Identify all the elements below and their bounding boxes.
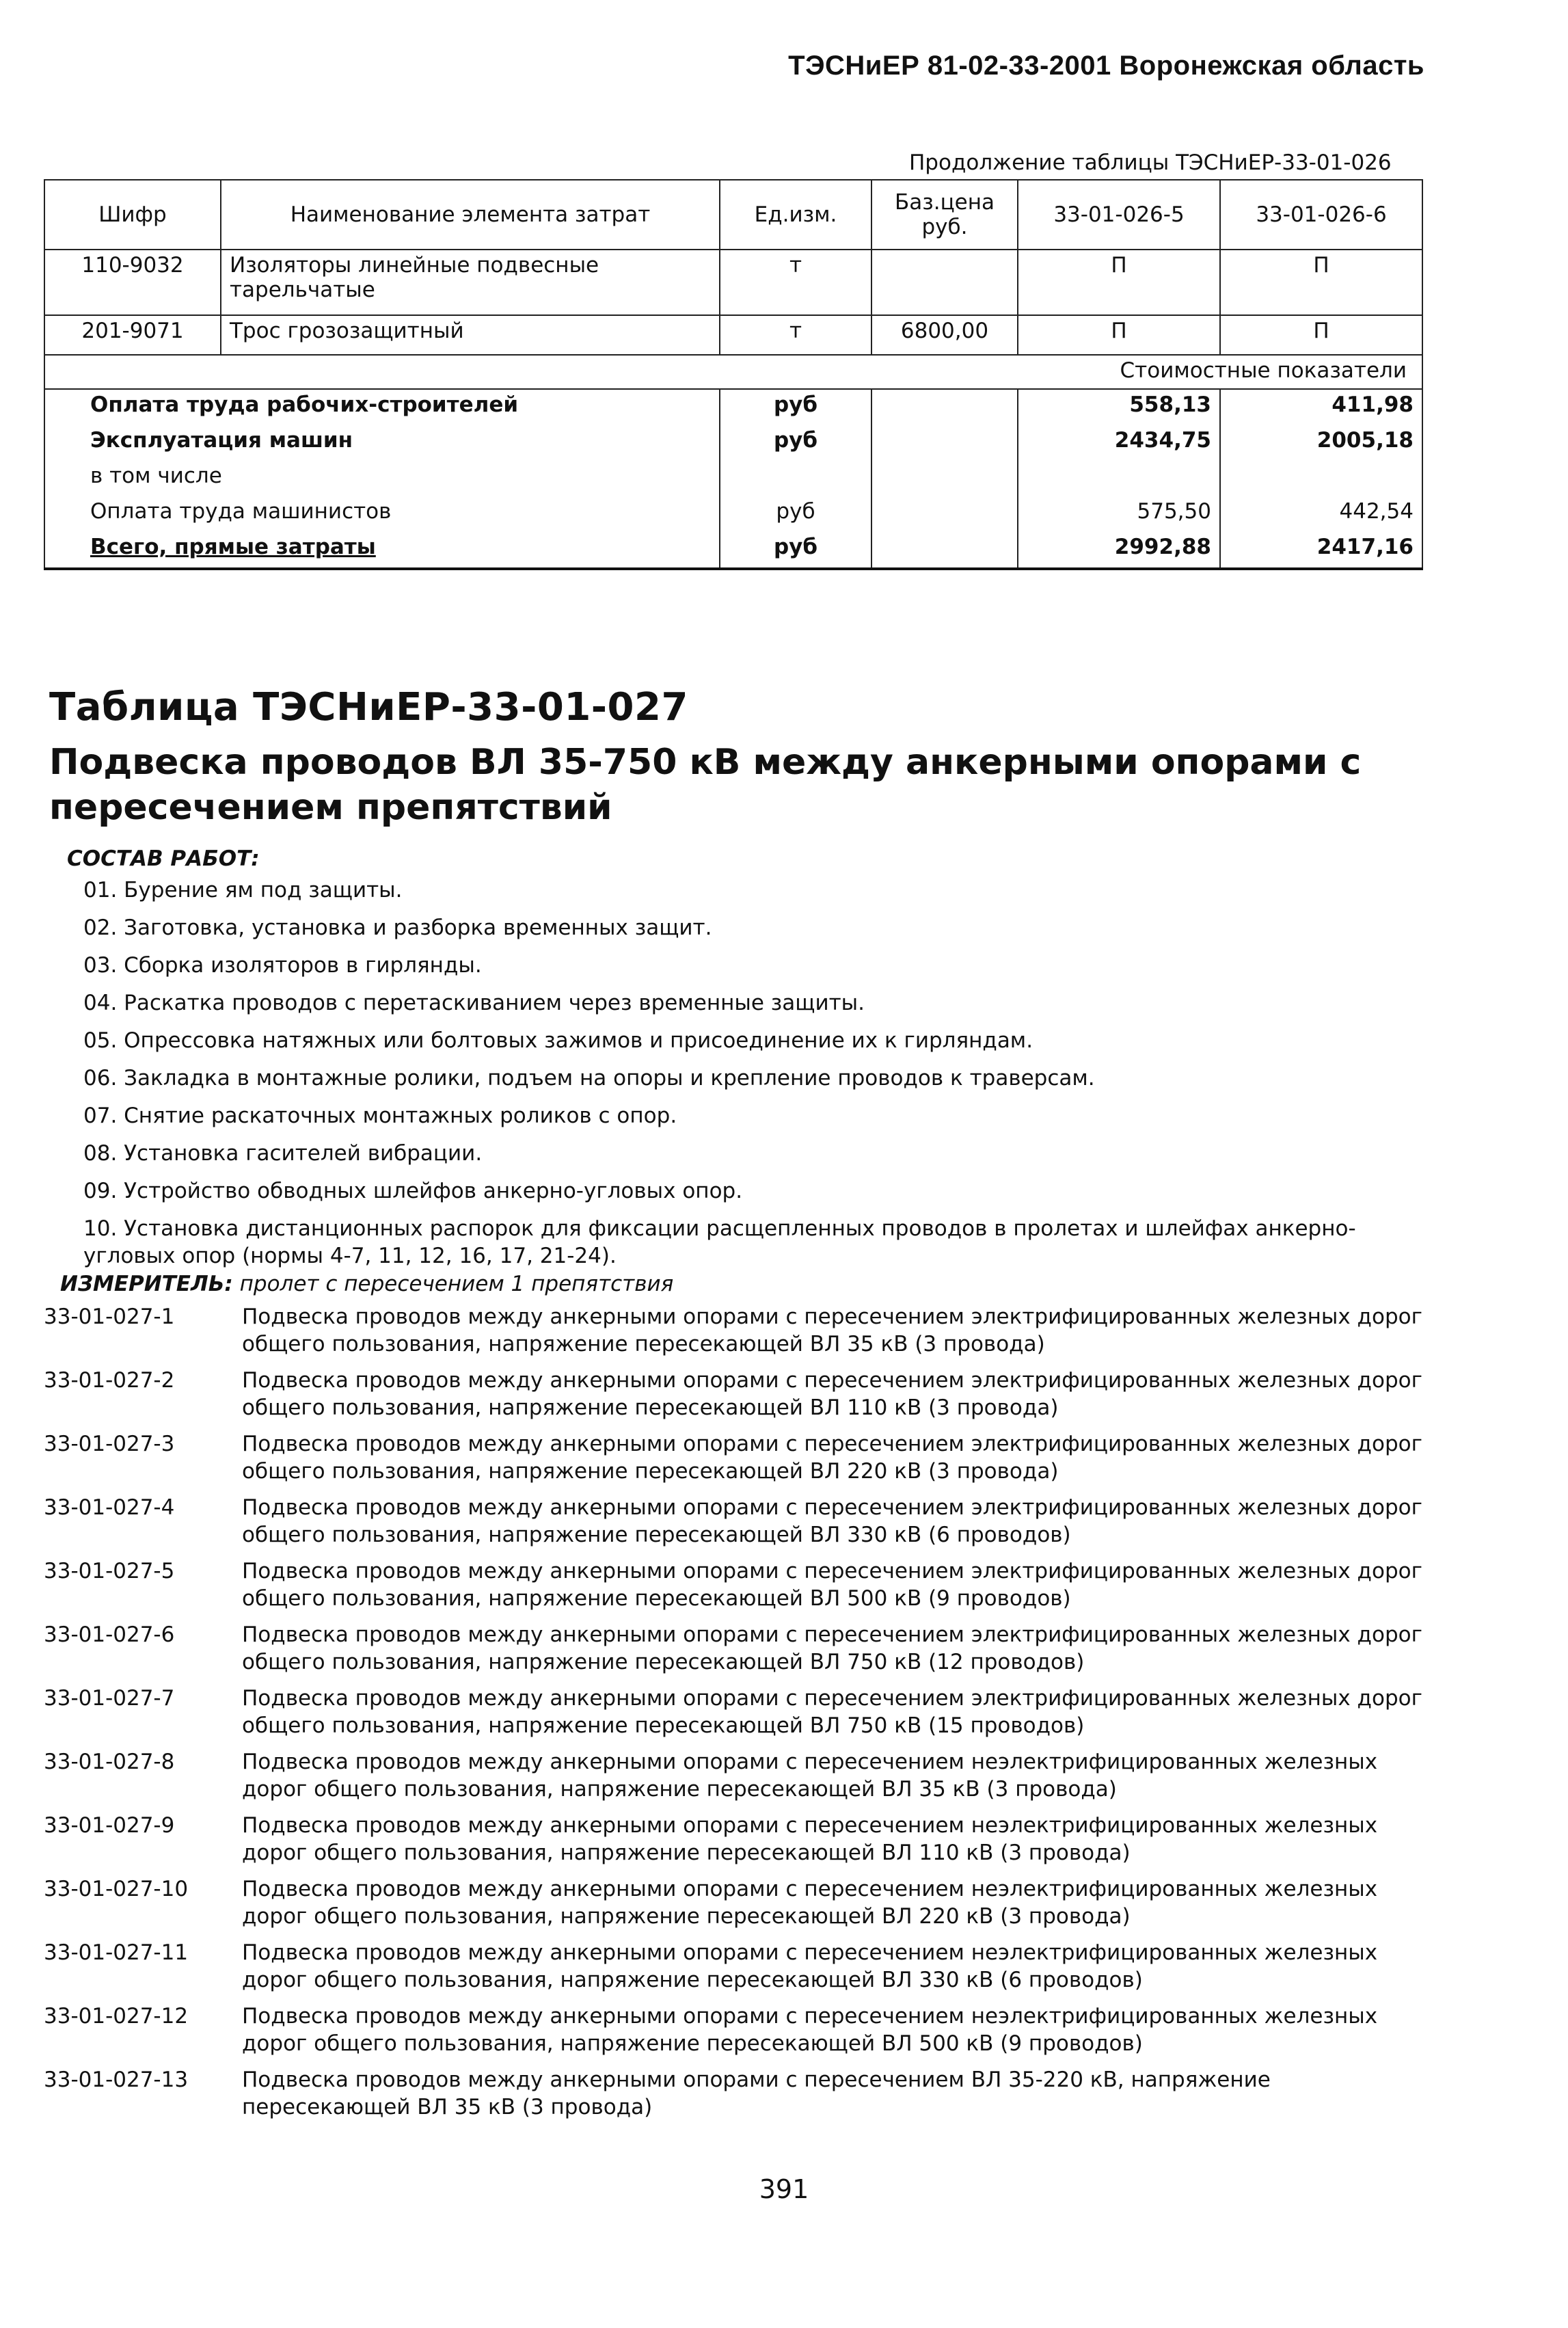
col-header: Наименование элемента затрат xyxy=(221,180,720,250)
work-item: 04. Раскатка проводов с перетаскиванием через временные защиты. xyxy=(83,991,865,1015)
cell-unit: т xyxy=(720,315,871,355)
summary-empty xyxy=(871,389,1018,425)
norm-code: 33-01-027-6 xyxy=(44,1622,175,1647)
cell-code: 110-9032 xyxy=(44,250,221,315)
norm-text: Подвеска проводов между анкерными опорами с пересечением электрифицированных железных дорог общего пользования, напряжение пересекающей ВЛ 35 кВ (3 провода) xyxy=(242,1305,1422,1356)
norm-text: Подвеска проводов между анкерными опорами с пересечением неэлектрифицированных железных дорог общего пользования, напряжение пересекающей ВЛ 330 кВ (6 проводов) xyxy=(242,1940,1378,1992)
measure-line xyxy=(60,1272,673,1296)
summary-name: в том числе xyxy=(44,461,720,496)
cell-name: Трос грозозащитный xyxy=(221,315,720,355)
work-item: 10. Установка дистанционных распорок для фиксации расщепленных проводов в пролетах и шлейфах анкерно-угловых опор (нормы 4-7, 11, 12, 16, 17, 21-24). xyxy=(83,1216,1356,1268)
col-header: Ед.изм. xyxy=(720,180,871,250)
col-header: Баз.цена руб. xyxy=(871,180,1018,250)
summary-value: 2992,88 xyxy=(1018,532,1220,569)
norm-code: 33-01-027-3 xyxy=(44,1432,175,1456)
norm-text: Подвеска проводов между анкерными опорами с пересечением электрифицированных железных дорог общего пользования, напряжение пересекающей ВЛ 750 кВ (15 проводов) xyxy=(242,1686,1422,1738)
summary-value: 2434,75 xyxy=(1018,425,1220,461)
summary-value xyxy=(1018,461,1220,496)
summary-value: 575,50 xyxy=(1018,496,1220,532)
list-item xyxy=(44,1494,1424,1549)
cell-price xyxy=(871,250,1018,315)
list-item xyxy=(44,2066,1424,2121)
list-item xyxy=(44,2003,1424,2057)
summary-empty xyxy=(871,425,1018,461)
cell-code: 201-9071 xyxy=(44,315,221,355)
summary-name: Оплата труда рабочих-строителей xyxy=(44,389,720,425)
section-title: Таблица ТЭСНиЕР-33-01-027 xyxy=(49,685,688,730)
list-item xyxy=(44,1875,1424,1930)
col-header: 33-01-026-5 xyxy=(1018,180,1220,250)
norm-code: 33-01-027-10 xyxy=(44,1877,189,1901)
norm-text: Подвеска проводов между анкерными опорами с пересечением ВЛ 35-220 кВ, напряжение пересекающей ВЛ 35 кВ (3 провода) xyxy=(242,2068,1271,2119)
work-item: 06. Закладка в монтажные ролики, подъем на опоры и крепление проводов к траверсам. xyxy=(83,1066,1095,1091)
summary-unit xyxy=(720,461,871,496)
cost-label: Стоимостные показатели xyxy=(44,355,1422,389)
summary-empty xyxy=(871,496,1018,532)
list-item xyxy=(44,1621,1424,1676)
summary-name: Эксплуатация машин xyxy=(44,425,720,461)
summary-unit: руб xyxy=(720,532,871,569)
work-item: 08. Установка гасителей вибрации. xyxy=(83,1141,483,1166)
summary-value: 558,13 xyxy=(1018,389,1220,425)
norm-text: Подвеска проводов между анкерными опорами с пересечением неэлектрифицированных железных дорог общего пользования, напряжение пересекающей ВЛ 35 кВ (3 провода) xyxy=(242,1750,1378,1802)
summary-row xyxy=(44,461,1422,496)
work-item: 02. Заготовка, установка и разборка временных защит. xyxy=(83,915,712,940)
summary-row xyxy=(44,496,1422,532)
norm-code: 33-01-027-8 xyxy=(44,1750,175,1774)
summary-name: Всего, прямые затраты xyxy=(44,532,720,569)
table-row xyxy=(44,250,1422,315)
cost-label-row xyxy=(44,355,1422,389)
norm-text: Подвеска проводов между анкерными опорами с пересечением электрифицированных железных дорог общего пользования, напряжение пересекающей ВЛ 500 кВ (9 проводов) xyxy=(242,1559,1422,1611)
cell-value: П xyxy=(1018,250,1220,315)
norm-code: 33-01-027-11 xyxy=(44,1940,189,1965)
work-item: 05. Опрессовка натяжных или болтовых зажимов и присоединение их к гирляндам. xyxy=(83,1028,1033,1053)
list-item xyxy=(44,1557,1424,1612)
works-list xyxy=(83,877,1423,1274)
document-header: ТЭСНиЕР 81-02-33-2001 Воронежская область xyxy=(788,51,1424,81)
summary-unit: руб xyxy=(720,389,871,425)
norm-text: Подвеска проводов между анкерными опорами с пересечением неэлектрифицированных железных дорог общего пользования, напряжение пересекающей ВЛ 500 кВ (9 проводов) xyxy=(242,2004,1378,2056)
norm-text: Подвеска проводов между анкерными опорами с пересечением неэлектрифицированных железных дорог общего пользования, напряжение пересекающей ВЛ 110 кВ (3 провода) xyxy=(242,1813,1378,1865)
cell-price: 6800,00 xyxy=(871,315,1018,355)
summary-value: 2005,18 xyxy=(1220,425,1422,461)
measure-value: пролет с пересечением 1 препятствия xyxy=(239,1272,674,1296)
cell-value: П xyxy=(1018,315,1220,355)
norms-list xyxy=(44,1303,1424,2130)
cell-value: П xyxy=(1220,315,1422,355)
page-number: 391 xyxy=(759,2174,809,2204)
list-item xyxy=(44,1812,1424,1867)
table-continuation-note: Продолжение таблицы ТЭСНиЕР-33-01-026 xyxy=(909,150,1392,175)
norm-code: 33-01-027-1 xyxy=(44,1305,175,1329)
norm-code: 33-01-027-12 xyxy=(44,2004,189,2029)
table-row xyxy=(44,315,1422,355)
work-item: 07. Снятие раскаточных монтажных роликов с опор. xyxy=(83,1103,677,1128)
norm-text: Подвеска проводов между анкерными опорами с пересечением электрифицированных железных дорог общего пользования, напряжение пересекающей ВЛ 750 кВ (12 проводов) xyxy=(242,1622,1422,1674)
work-item: 03. Сборка изоляторов в гирлянды. xyxy=(83,953,482,978)
summary-name: Оплата труда машинистов xyxy=(44,496,720,532)
list-item xyxy=(44,1685,1424,1739)
work-item: 09. Устройство обводных шлейфов анкерно-угловых опор. xyxy=(83,1179,743,1203)
norm-text: Подвеска проводов между анкерными опорами с пересечением электрифицированных железных дорог общего пользования, напряжение пересекающей ВЛ 330 кВ (6 проводов) xyxy=(242,1495,1422,1547)
norm-code: 33-01-027-7 xyxy=(44,1686,175,1711)
summary-total-row xyxy=(44,532,1422,569)
summary-row xyxy=(44,425,1422,461)
norm-text: Подвеска проводов между анкерными опорами с пересечением электрифицированных железных дорог общего пользования, напряжение пересекающей ВЛ 220 кВ (3 провода) xyxy=(242,1432,1422,1484)
norm-code: 33-01-027-5 xyxy=(44,1559,175,1583)
summary-row xyxy=(44,389,1422,425)
list-item xyxy=(44,1939,1424,1994)
summary-unit: руб xyxy=(720,496,871,532)
col-header: Шифр xyxy=(44,180,221,250)
list-item xyxy=(44,1303,1424,1358)
cell-value: П xyxy=(1220,250,1422,315)
cost-table xyxy=(44,179,1423,570)
table-header-row xyxy=(44,180,1422,250)
measure-label: ИЗМЕРИТЕЛЬ: xyxy=(60,1272,233,1296)
summary-unit: руб xyxy=(720,425,871,461)
summary-value: 411,98 xyxy=(1220,389,1422,425)
norm-text: Подвеска проводов между анкерными опорами с пересечением неэлектрифицированных железных дорог общего пользования, напряжение пересекающей ВЛ 220 кВ (3 провода) xyxy=(242,1877,1378,1929)
col-header: 33-01-026-6 xyxy=(1220,180,1422,250)
work-item: 01. Бурение ям под защиты. xyxy=(83,878,403,902)
cell-unit: т xyxy=(720,250,871,315)
summary-value xyxy=(1220,461,1422,496)
section-subtitle: Подвеска проводов ВЛ 35-750 кВ между анкерными опорами с пересечением препятствий xyxy=(49,742,1362,828)
norm-text: Подвеска проводов между анкерными опорами с пересечением электрифицированных железных дорог общего пользования, напряжение пересекающей ВЛ 110 кВ (3 провода) xyxy=(242,1368,1422,1420)
norm-code: 33-01-027-13 xyxy=(44,2068,189,2092)
works-heading: СОСТАВ РАБОТ: xyxy=(67,846,260,871)
summary-empty xyxy=(871,461,1018,496)
norm-code: 33-01-027-2 xyxy=(44,1368,175,1393)
summary-value: 2417,16 xyxy=(1220,532,1422,569)
summary-value: 442,54 xyxy=(1220,496,1422,532)
summary-empty xyxy=(871,532,1018,569)
norm-code: 33-01-027-4 xyxy=(44,1495,175,1520)
list-item xyxy=(44,1430,1424,1485)
list-item xyxy=(44,1367,1424,1421)
list-item xyxy=(44,1748,1424,1803)
cell-name: Изоляторы линейные подвесные тарельчатые xyxy=(221,250,720,315)
norm-code: 33-01-027-9 xyxy=(44,1813,175,1838)
